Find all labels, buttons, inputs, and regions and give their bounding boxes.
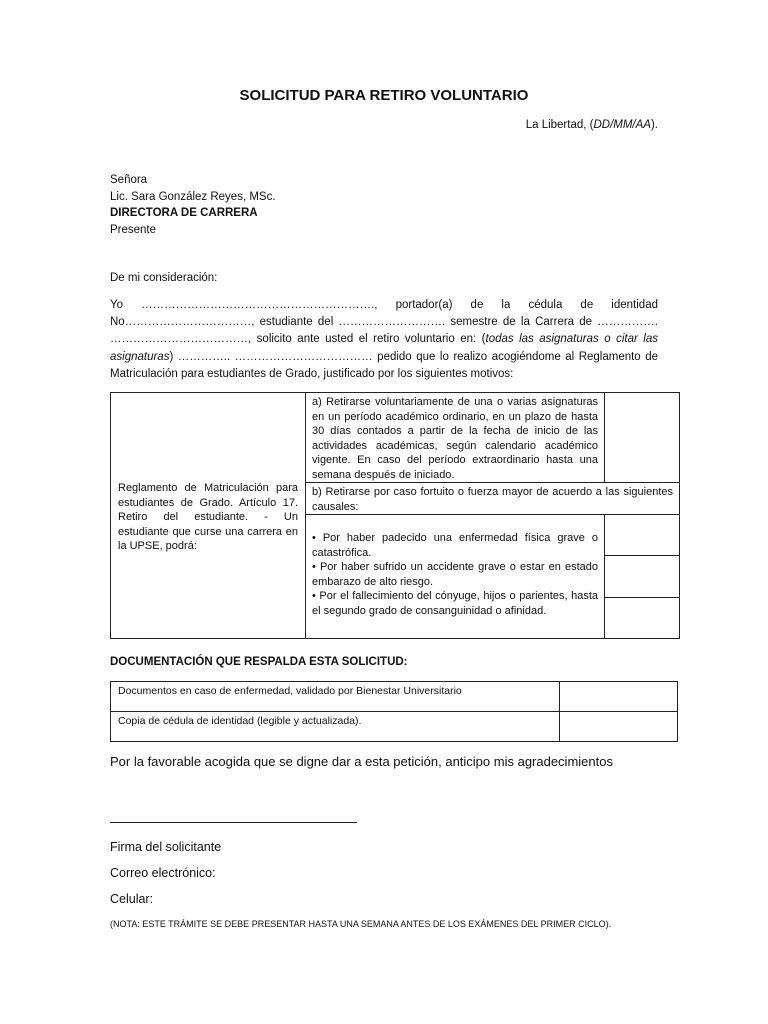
closing-sentence: Por la favorable acogida que se digne dar a esta petición, anticipo mis agradecimientos	[110, 754, 613, 769]
option-b-text: b) Retirarse por caso fortuito o fuerza mayor de acuerdo a las siguientes causales:	[312, 486, 673, 513]
date-format: DD/MM/AA	[593, 119, 651, 131]
recipient-salutation: Señora	[110, 174, 148, 186]
causal-item: • Por el fallecimiento del cónyuge, hijos o parientes, hasta el segundo grado de consanguinidad o afinidad.	[312, 590, 598, 617]
regulation-cell	[111, 393, 306, 639]
documentation-table	[110, 681, 678, 742]
email-label: Correo electrónico:	[110, 866, 216, 880]
document-title: SOLICITUD PARA RETIRO VOLUNTARIO	[239, 87, 529, 104]
request-text-1: Yo ……………………………………………………., portador(a) de la cédula de identidad No……………………………, estudiante del ………………………. semestre de la Carrera de ……………. ………………………………, solicito ante usted el retiro voluntario en: (	[110, 299, 658, 346]
recipient-presente: Presente	[110, 223, 157, 236]
doc-row-label: Copia de cédula de identidad (legible y actualizada).	[111, 712, 560, 742]
regulation-text: Reglamento de Matriculación para estudiantes de Grado. Artículo 17. Retiro del estudiante. - Un estudiante que curse una carrera en la UPSE, podrá:	[118, 482, 298, 552]
causal-1-checkbox[interactable]	[605, 515, 680, 556]
place-date-line	[526, 119, 658, 131]
causal-item: • Por haber sufrido un accidente grave o estar en estado embarazo de alto riesgo.	[312, 561, 598, 588]
doc-row-checkbox[interactable]	[560, 712, 678, 742]
documentation-heading: DOCUMENTACIÓN QUE RESPALDA ESTA SOLICITUD:	[110, 656, 408, 668]
request-paragraph	[110, 297, 658, 383]
causal-3-checkbox[interactable]	[605, 598, 680, 639]
option-a-text: a) Retirarse voluntariamente de una o varias asignaturas en un período académico ordinario, en un plazo de hasta 30 días contados a partir de la fecha de inicio de las actividades académicas, según calendario académico vigente. En caso del período extraordinario hasta una semana después de iniciado.	[312, 396, 598, 481]
motives-table	[110, 392, 680, 639]
causal-2-checkbox[interactable]	[605, 556, 680, 598]
option-a-cell	[306, 393, 605, 483]
date-prefix: La Libertad, (	[525, 119, 594, 131]
signature-label: Firma del solicitante	[110, 840, 222, 854]
option-b-cell	[306, 483, 680, 515]
doc-row-label: Documentos en caso de enfermedad, validado por Bienestar Universitario	[111, 682, 560, 712]
deadline-note: (NOTA: ESTE TRÁMITE SE DEBE PRESENTAR HASTA UNA SEMANA ANTES DE LOS EXÁMENES DEL PRIMER CICLO).	[110, 919, 612, 929]
signature-line	[110, 822, 357, 823]
greeting: De mi consideración:	[110, 272, 218, 284]
causal-item: • Por haber padecido una enfermedad física grave o catastrófica.	[312, 532, 598, 559]
recipient-block	[110, 172, 276, 238]
date-suffix: ).	[650, 119, 658, 131]
option-a-checkbox[interactable]	[605, 393, 680, 483]
request-text-2: ) ………….. ……………………………… pedido que lo realizo acogiéndome al Reglamento de Matriculación para estudiantes de Grado, justificado por los siguientes motivos:	[110, 350, 658, 380]
causales-cell	[306, 515, 605, 639]
causales-list	[306, 515, 604, 618]
recipient-position: DIRECTORA DE CARRERA	[110, 207, 258, 219]
phone-label: Celular:	[110, 892, 154, 906]
request-text-italic: todas las asignaturas o citar las asignaturas	[110, 333, 658, 363]
doc-row-checkbox[interactable]	[560, 682, 678, 712]
recipient-name: Lic. Sara González Reyes, MSc.	[110, 190, 276, 203]
